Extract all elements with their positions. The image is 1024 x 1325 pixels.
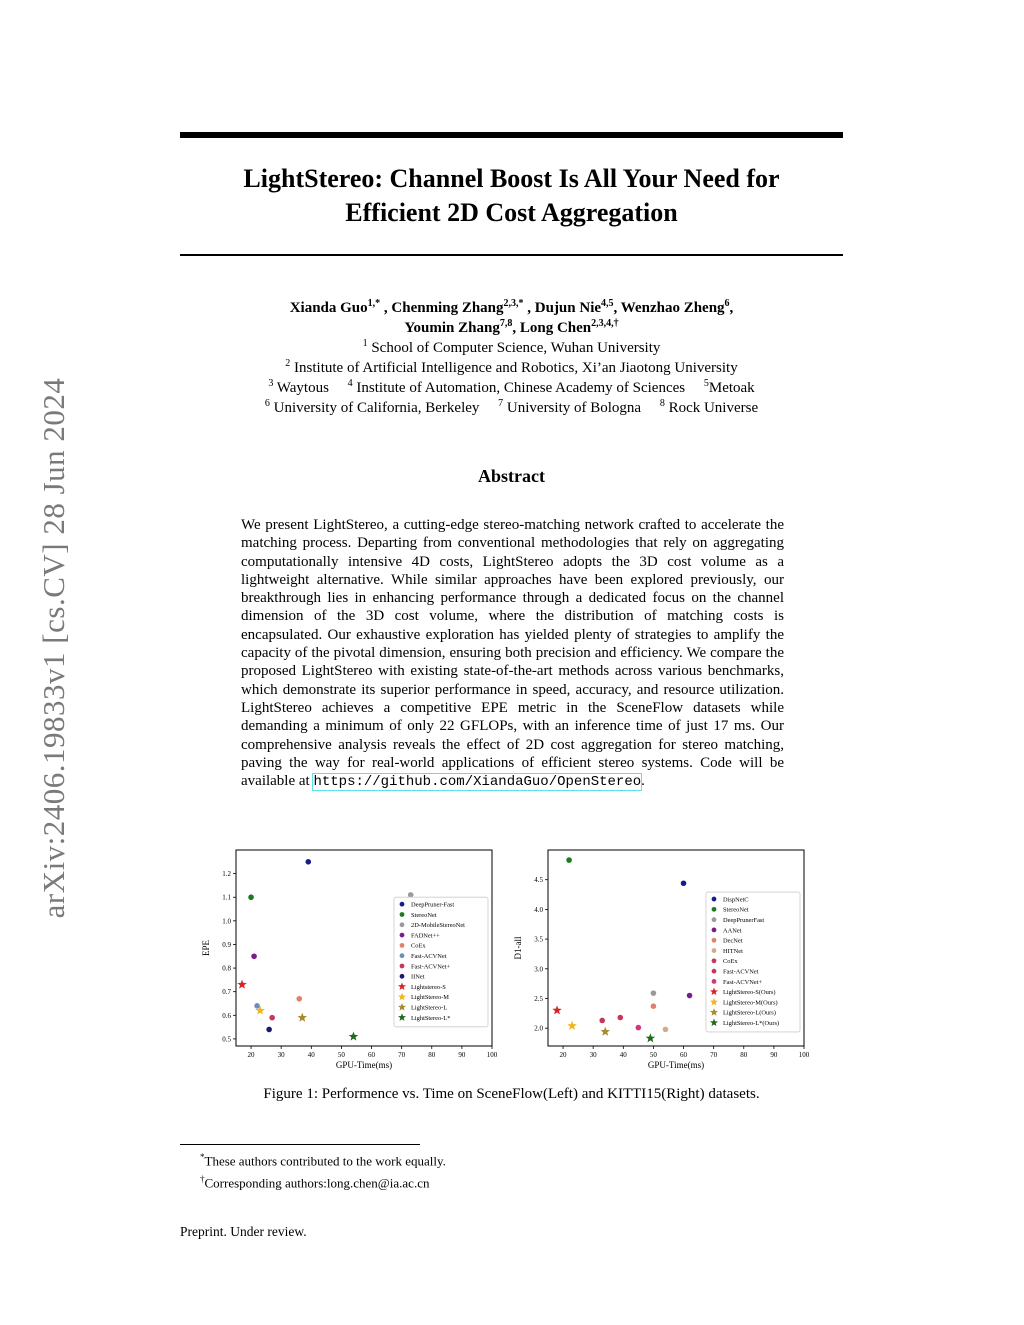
legend-entry: Fast-ACVNet+	[411, 963, 451, 971]
footnote-equal-contribution	[200, 1148, 800, 1170]
x-tick-label: 100	[486, 1051, 498, 1059]
x-tick-label: 70	[398, 1051, 406, 1059]
affiliation-line-4	[180, 398, 843, 418]
x-tick-label: 50	[649, 1051, 657, 1059]
affil-text: Institute of Artificial Intelligence and Robotics, Xi’an Jiaotong University	[294, 360, 738, 376]
x-tick-label: 80	[428, 1051, 436, 1059]
legend-circle-marker	[712, 907, 717, 912]
y-tick-label: 0.9	[222, 940, 231, 949]
author-sep: ,	[523, 300, 535, 316]
affil-text: Waytous	[276, 380, 329, 396]
paper-title	[180, 162, 843, 230]
affil-text: Institute of Automation, Chinese Academy of Sciences	[356, 380, 686, 396]
legend-entry: IINet	[411, 973, 425, 981]
title-rule-bottom	[180, 254, 843, 256]
author-affil: 6	[724, 298, 730, 309]
author-affil: 2,3,4,†	[591, 318, 619, 329]
y-tick-label: 3.0	[534, 965, 543, 974]
legend-entry: Fast-ACVNet	[411, 953, 447, 960]
circle-point	[599, 1018, 605, 1024]
legend-entry: LightStereo-M(Ours)	[723, 999, 778, 1007]
x-axis-label: GPU-Time(ms)	[335, 1060, 393, 1070]
legend-entry: LightStereo-L*(Ours)	[723, 1019, 780, 1027]
x-tick-label: 30	[589, 1051, 597, 1059]
x-tick-label: 90	[458, 1051, 466, 1059]
circle-point	[617, 1015, 623, 1021]
affil-text: University of California, Berkeley	[273, 400, 480, 416]
circle-point	[254, 1003, 260, 1009]
affiliation-line-1	[180, 338, 843, 358]
y-tick-label: 0.8	[222, 964, 231, 973]
code-link[interactable]: https://github.com/XiandaGuo/OpenStereo	[313, 774, 642, 791]
circle-point	[651, 990, 657, 996]
author-affil: 1,*	[367, 298, 381, 309]
legend-entry: CoEx	[723, 958, 738, 966]
affiliation-line-2	[180, 358, 843, 378]
circle-point	[269, 1015, 275, 1021]
legend-circle-marker	[400, 953, 405, 958]
author-sep: ,	[380, 300, 392, 316]
author-affil: 4,5	[601, 298, 614, 309]
affil-number: 3	[268, 378, 274, 389]
author-name: Xianda Guo	[289, 300, 368, 316]
circle-point	[248, 894, 254, 900]
legend-circle-marker	[400, 902, 405, 907]
y-tick-label: 1.2	[222, 870, 231, 879]
affil-text: Metoak	[708, 380, 755, 396]
y-axis-label: D1-all	[513, 936, 523, 960]
affil-number: 4	[347, 378, 353, 389]
legend-circle-marker	[712, 958, 717, 963]
circle-point	[681, 880, 687, 886]
x-tick-label: 30	[277, 1051, 285, 1059]
legend-circle-marker	[400, 933, 405, 938]
author-sep: ,	[512, 320, 520, 336]
legend-entry: StereoNet	[411, 911, 437, 919]
x-tick-label: 90	[770, 1051, 778, 1059]
legend-entry: LightStereo-L*	[411, 1014, 451, 1022]
affil-number: 5	[703, 378, 709, 389]
footnote-text: These authors contributed to the work equally.	[204, 1153, 446, 1169]
x-tick-label: 70	[710, 1051, 718, 1059]
abstract-heading: Abstract	[478, 466, 545, 486]
legend-entry: Fast-ACVNet	[723, 968, 759, 976]
author-block	[180, 298, 843, 418]
x-tick-label: 40	[307, 1051, 315, 1059]
author-affil: 2,3,*	[503, 298, 524, 309]
affil-text: Rock Universe	[668, 400, 759, 416]
author-affil: 7,8	[499, 318, 513, 329]
author-name: Chenming Zhang	[391, 300, 504, 316]
title-line-1: LightStereo: Channel Boost Is All Your Need for	[243, 164, 780, 193]
legend-circle-marker	[400, 964, 405, 969]
figure-caption: Figure 1: Performence vs. Time on SceneFlow(Left) and KITTI15(Right) datasets.	[263, 1086, 760, 1102]
y-tick-label: 2.5	[534, 994, 543, 1003]
legend-circle-marker	[400, 912, 405, 917]
legend-circle-marker	[712, 928, 717, 933]
legend-circle-marker	[712, 948, 717, 953]
affil-number: 6	[264, 398, 270, 409]
y-tick-label: 1.0	[222, 917, 231, 926]
y-axis-label: EPE	[201, 939, 211, 957]
arxiv-identifier: arXiv:2406.19833v1 [cs.CV] 28 Jun 2024	[36, 377, 71, 919]
circle-point	[266, 1027, 272, 1033]
x-tick-label: 20	[247, 1051, 255, 1059]
x-tick-label: 40	[619, 1051, 627, 1059]
legend-entry: DecNet	[723, 937, 743, 945]
y-tick-label: 1.1	[222, 893, 231, 902]
author-line-2	[180, 318, 843, 338]
y-tick-label: 0.6	[222, 1011, 231, 1020]
legend-circle-marker	[712, 938, 717, 943]
x-tick-label: 60	[680, 1051, 688, 1059]
footnote-rule	[180, 1144, 420, 1145]
legend-entry: LightStereo-M	[411, 994, 449, 1002]
figure-left	[196, 842, 506, 1077]
circle-point	[687, 993, 693, 999]
circle-point	[651, 1003, 657, 1009]
legend-entry: Lightstereo-S	[411, 983, 446, 991]
author-name: Dujun Nie	[534, 300, 602, 316]
y-tick-label: 2.0	[534, 1024, 543, 1033]
circle-point	[636, 1025, 642, 1031]
author-sep: ,	[613, 300, 621, 316]
author-name: Wenzhao Zheng	[620, 300, 725, 316]
circle-point	[296, 996, 302, 1002]
x-tick-label: 50	[337, 1051, 345, 1059]
title-rule-top	[180, 132, 843, 138]
footnote-corresponding	[200, 1170, 800, 1192]
legend-circle-marker	[400, 943, 405, 948]
affil-number: 2	[285, 358, 291, 369]
legend-circle-marker	[712, 897, 717, 902]
legend-entry: DeepPruner-Fast	[411, 901, 455, 909]
legend-entry: LightStereo-L	[411, 1004, 448, 1012]
affil-text: University of Bologna	[506, 400, 642, 416]
footnote-mark: *	[200, 1152, 205, 1162]
circle-point	[566, 857, 572, 863]
affil-number: 7	[498, 398, 504, 409]
legend-circle-marker	[712, 979, 717, 984]
author-line-1	[180, 298, 843, 318]
footnotes	[200, 1148, 800, 1193]
affil-number: 1	[362, 338, 368, 349]
legend-entry: CoEx	[411, 942, 426, 950]
figure-right	[508, 842, 818, 1077]
y-tick-label: 0.7	[222, 988, 231, 997]
affiliation-line-3	[180, 378, 843, 398]
legend-entry: DispNetC	[723, 896, 749, 904]
x-tick-label: 60	[368, 1051, 376, 1059]
title-line-2: Efficient 2D Cost Aggregation	[345, 198, 678, 227]
x-tick-label: 80	[740, 1051, 748, 1059]
affil-text: School of Computer Science, Wuhan University	[371, 340, 661, 356]
legend-entry: LightStereo-L(Ours)	[723, 1009, 776, 1017]
legend-circle-marker	[400, 974, 405, 979]
y-tick-label: 4.5	[534, 876, 543, 885]
footnote-mark: †	[200, 1174, 205, 1185]
abstract-text: We present LightStereo, a cutting-edge stereo-matching network crafted to accelerate the matching process. Departing from conventional methodologies that rely on aggregating computationally intensive 4D costs, LightStereo adopts the 3D cost volume as a lightweight alternative. While similar approaches have been explored previously, our breakthrough lies in enhancing performance through a dedicated focus on the channel dimension of the 3D cost volume, where the distribution of matching costs is encapsulated. Our exhaustive exploration has yielded plenty of strategies to amplify the capacity of the pivotal dimension, ensuring both precision and efficiency. We compare the proposed LightStereo with existing state-of-the-art methods across various benchmarks, which demonstrate its superior performance in speed, accuracy, and resource utilization. LightStereo achieves a competitive EPE metric in the SceneFlow datasets while demanding a minimum of only 22 GFLOPs, with an inference time of just 17 ms. Our comprehensive analysis reveals the effect of 2D cost aggregation for stereo matching, paving the way for real-world applications of efficient stereo systems. Code will be available at	[241, 517, 784, 790]
x-axis-label: GPU-Time(ms)	[647, 1060, 705, 1070]
legend-entry: StereoNet	[723, 906, 749, 914]
legend-circle-marker	[400, 922, 405, 927]
author-sep: ,	[729, 300, 734, 316]
y-tick-label: 0.5	[222, 1035, 231, 1044]
abstract-period: .	[641, 773, 645, 790]
x-tick-label: 20	[559, 1051, 567, 1059]
circle-point	[251, 953, 257, 959]
preprint-note: Preprint. Under review.	[180, 1224, 307, 1239]
x-tick-label: 100	[798, 1051, 810, 1059]
circle-point	[305, 859, 311, 865]
legend-entry: LightStereo-S(Ours)	[723, 989, 776, 997]
legend-entry: DeepPrunerFast	[723, 916, 765, 924]
legend-entry: Fast-ACVNet+	[723, 978, 763, 986]
legend-entry: FADNet++	[411, 932, 440, 940]
affil-number: 8	[659, 398, 665, 409]
legend-circle-marker	[712, 917, 717, 922]
kitti15-chart	[508, 842, 818, 1072]
y-tick-label: 3.5	[534, 935, 543, 944]
sceneflow-chart	[196, 842, 506, 1072]
legend-entry: HITNet	[723, 947, 743, 955]
abstract-body	[241, 516, 784, 791]
legend-entry: 2D-MobileStereoNet	[411, 922, 465, 930]
legend-entry: AANet	[723, 927, 742, 935]
author-name: Youmin Zhang	[404, 320, 500, 336]
footnote-text: Corresponding authors:long.chen@ia.ac.cn	[204, 1175, 430, 1191]
legend-circle-marker	[712, 969, 717, 974]
author-name: Long Chen	[519, 320, 592, 336]
y-tick-label: 4.0	[534, 905, 543, 914]
circle-point	[663, 1027, 669, 1033]
